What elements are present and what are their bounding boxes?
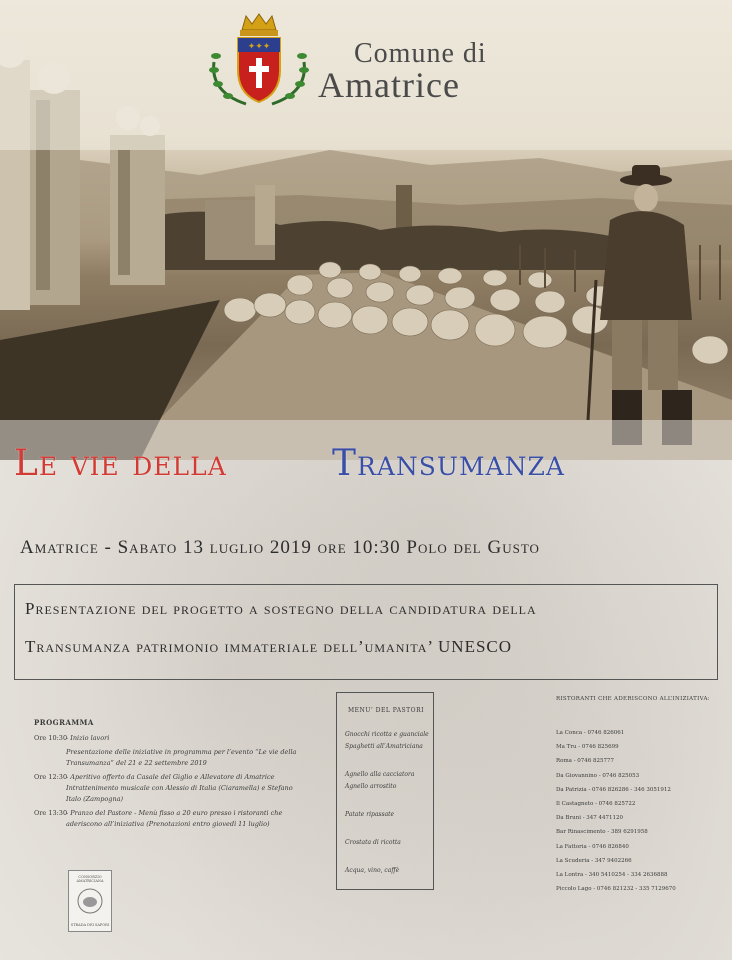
ristorante-item: Roma - 0746 825777: [556, 758, 615, 765]
programma-text: Presentazione delle iniziative in programma per l’evento “Le vie della Transumanza” del 21 e 22 settembre 2019: [66, 748, 297, 767]
ristorante-item: La Conca - 0746 826061: [556, 730, 625, 736]
event-date-line: Amatrice - Sabato 13 luglio 2019 ore 10:30 Polo del Gusto: [20, 537, 540, 558]
menu-title: MENU’ DEL PASTORI: [348, 707, 424, 714]
programma-time: Ore 12:30: [34, 773, 68, 781]
ristorante-item: La Fattoria - 0746 826840: [556, 843, 629, 850]
menu-item: Acqua, vino, caffè: [345, 867, 400, 874]
programma-item: [34, 772, 304, 805]
presentation-line-2: Transumanza patrimonio immateriale dell’umanita’ UNESCO: [25, 637, 513, 656]
association-logo-top-text: CONSORZIO AMATRICIANA: [76, 875, 104, 883]
ristoranti-title: RISTORANTI CHE ADERISCONO ALL’INIZIATIVA:: [556, 696, 710, 702]
ristorante-item: Piccolo Lago - 0746 821232 - 335 7129670: [556, 886, 676, 893]
amatrice-label: Amatrice: [318, 65, 460, 105]
menu-item: Agnello alla cacciatora: [345, 771, 415, 778]
comune-di-label: Comune di: [354, 38, 487, 69]
menu-item: Gnocchi ricotta e guanciale: [345, 731, 429, 738]
ristorante-item: Da Giovannino - 0746 825053: [556, 772, 640, 779]
programma-title: PROGRAMMA: [34, 718, 94, 727]
presentation-line-1: Presentazione del progetto a sostegno della candidatura della: [25, 599, 537, 618]
menu-item: Crostata di ricotta: [345, 839, 401, 846]
menu-item: Patate ripassate: [345, 811, 395, 818]
menu-pastori-box: [336, 692, 434, 890]
programma-item: [34, 808, 304, 830]
amatrice-coat-of-arms-icon: [206, 12, 312, 112]
event-title: [0, 443, 732, 491]
programma-text: - Pranzo del Pastore - Menù fisso a 20 euro presso i ristoranti che aderiscono all’iniziativa (Prenotazioni entro giovedì 11 luglio): [66, 809, 283, 828]
programma-section: [34, 718, 304, 833]
programma-item: [34, 733, 304, 744]
programma-text: - Aperitivo offerto da Casale del Giglio e Allevatore di Amatrice Intrattenimento musicale con Alessio di Italia (Ciaramella) e Stefano Italo (Zampogna): [66, 773, 293, 803]
programma-time: Ore 10:30: [34, 734, 68, 742]
menu-item: Agnello arrostito: [345, 783, 397, 790]
ristorante-item: Il Castagneto - 0746 825722: [556, 801, 636, 808]
ristorante-item: Da Patrizia - 0746 826286 - 346 3051912: [556, 786, 671, 793]
programma-text: - Inizio lavori: [66, 734, 110, 742]
programma-item: [34, 747, 304, 769]
ristorante-item: Ma Tru - 0746 825699: [556, 744, 619, 751]
ristorante-item: Bar Rinascimento - 389 6291958: [556, 829, 648, 836]
presentation-box: [14, 584, 718, 680]
association-logo: [68, 870, 112, 932]
ristorante-item: Da Bruni - 347 4471120: [556, 815, 624, 822]
menu-item: Spaghetti all’Amatriciana: [345, 743, 423, 750]
title-red-part: Le vie della: [14, 443, 227, 484]
ristorante-item: La Scuderia - 347 9402266: [556, 857, 632, 864]
association-logo-bottom-text: STRADA DEI SAPORI: [70, 923, 110, 927]
programma-time: Ore 13:30: [34, 809, 68, 817]
ristorante-item: La Lontra - 340 5410254 - 334 2636888: [556, 872, 668, 879]
title-blue-part: Transumanza: [332, 443, 565, 484]
svg-text:✦✦✦: ✦✦✦: [247, 42, 271, 52]
ristoranti-section: [556, 696, 726, 896]
